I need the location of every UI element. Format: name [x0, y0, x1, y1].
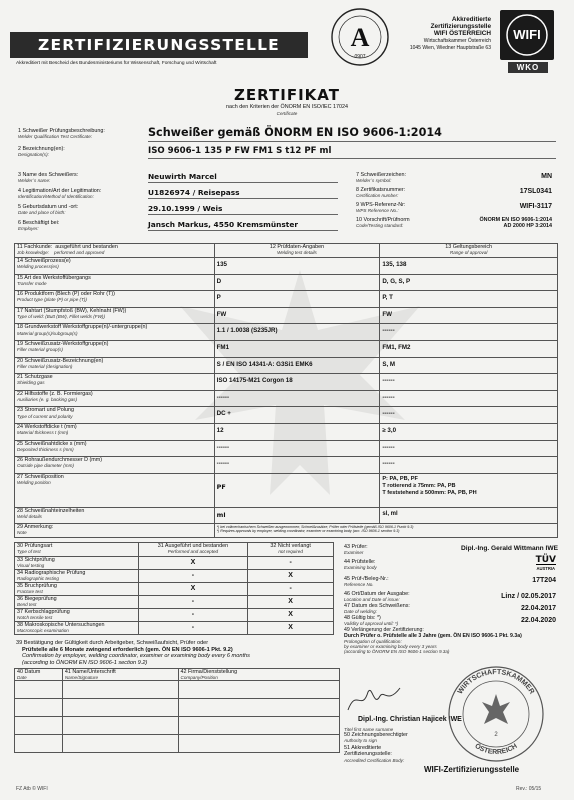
table-row	[15, 274, 558, 291]
table-row-label: 25 Schweißnahtdicke s (mm) Deposited thickness s (mm)	[15, 440, 215, 457]
official-stamp-icon	[446, 664, 546, 764]
table-row	[15, 291, 558, 308]
test-not-required-mark: X	[248, 609, 334, 622]
test-detail-value: S / EN ISO 14341-A: G3Si1 EMK6	[214, 357, 380, 374]
table-row	[15, 258, 558, 275]
table-row-label: 21 Schutzgase Shielding gas	[15, 374, 215, 391]
signer-block: Dipl.-Ing. Christian Hajicek IWE Titel first name surname 50 Zeichnungsberechtigter Authority to sign 51 Akkreditierte Zertifizierungsstelle: Accredited Certification Body:	[344, 716, 462, 763]
wifi-logo: WIFI	[500, 10, 554, 60]
table-row-label: 20 Schweißzusatz-Bezeichnung(en) Filler material (designation)	[15, 357, 215, 374]
test-detail-value: DC +	[214, 407, 380, 424]
table-row-label: 16 Produktform (Blech (P) oder Rohr (T)) Product type (plate (P) or pipe (T))	[15, 291, 215, 308]
table-row	[15, 307, 558, 324]
test-row: 35 Bruchprüfung Fracture test X -	[15, 583, 334, 596]
accredited-body-value: WIFI-Zertifizierungsstelle	[424, 765, 520, 774]
certificate-subtitle-en: Certificate	[276, 111, 298, 116]
table-row	[15, 440, 558, 457]
footer-left: FZ Atb © WIFI	[16, 786, 48, 792]
test-detail-value: D	[214, 274, 380, 291]
test-not-required-mark: -	[248, 557, 334, 570]
confirmation-table: 40 Datum Date 41 Name/Unterschrift Name/Signature 42 Firma/Dienststellung Company/Position	[14, 668, 340, 753]
approval-range-value: FW	[380, 307, 558, 324]
test-detail-value: 12	[214, 423, 380, 440]
table-row	[15, 324, 558, 341]
approval-range-value: FM1, FM2	[380, 340, 558, 357]
test-row: 34 Radiographische Prüfung Radiographic testing - X	[15, 570, 334, 583]
test-not-required-mark: X	[248, 596, 334, 609]
svg-text:0907: 0907	[354, 54, 366, 60]
table-row-label: 27 Schweißposition Welding position	[15, 473, 215, 507]
approval-range-value: ------	[380, 457, 558, 474]
table-row	[15, 457, 558, 474]
test-row: 38 Makroskopische Untersuchungen Macroscopic examination - X	[15, 622, 334, 635]
approval-range-value: ------	[380, 390, 558, 407]
approval-range-value: ------	[380, 324, 558, 341]
test-row: 36 Biegeprüfung Bend test - X	[15, 596, 334, 609]
test-not-required-mark: X	[248, 570, 334, 583]
welder-info-right: 7 Schweißerzeichen: Welder´s symbol: MN 8 Zertifikatsnummer: Certification number: 17SL0341 9 WPS-Referenz-Nr: WPS Reference No.: WIFI-3117 10 Vorschrift/Prüfnorm Code/Testing standard: ÖNORM EN ISO 9606-1:2014 AD 2000 HP 3:2014	[356, 172, 552, 230]
welder-info-left: 3 Name des Schweißers: Welder´s name: Neuwirth Marcel 4 Legitimation/Art der Legitimation: Identification/Method of Identification: U1826974 / Reisepass 5 Geburtsdatum und -ort: Date and place of birth: 29.10.1999 / Weis 6 Beschäftigt bei: Employer: Jansch Markus, 4550 Kremsmünster	[18, 172, 358, 236]
test-performed-mark: -	[138, 622, 248, 635]
stamp-center-text: 2	[494, 732, 498, 738]
table-row-label: 23 Stromart und Polung Type of current and polarity	[15, 407, 215, 424]
svg-text:WIRTSCHAFTSKAMMER	[455, 667, 537, 696]
test-row: 37 Kerbschlagprüfung Notch tensile test - X	[15, 609, 334, 622]
test-performed-mark: -	[138, 570, 248, 583]
approval-range-value: ------	[380, 374, 558, 391]
wko-logo: WKO	[508, 62, 548, 73]
table-row	[15, 357, 558, 374]
test-row: 33 Sichtprüfung Visual testing X -	[15, 557, 334, 570]
test-performed-mark: -	[138, 609, 248, 622]
footer-right: Rev.: 05/15	[516, 786, 542, 792]
accreditation-note: Akkreditiert mit Bescheid des Bundesministeriums für Wissenschaft, Forschung und Wirtschaft	[16, 61, 217, 66]
field-1-value: Schweißer gemäß ÖNORM EN ISO 9606-1:2014	[148, 126, 442, 139]
table-row-label: 15 Art des Werkstoffübergangs Transfer mode	[15, 274, 215, 291]
issuer-address: Akkreditierte Zertifizierungsstelle WIFI ÖSTERREICH Wirtschaftskammer Österreich 1045 Wien, Wiedner Hauptstraße 63	[409, 16, 491, 51]
test-detail-value: ------	[214, 457, 380, 474]
certificate-subtitle: nach den Kriterien der ÖNORM EN ISO/IEC 17024	[226, 104, 348, 110]
approval-range-value: P, T	[380, 291, 558, 308]
test-detail-value: FW	[214, 307, 380, 324]
field-1-label: 1 Schweißer Prüfungsbeschreibung: Welder Qualification Test Certificate:	[18, 128, 105, 140]
approval-range-value: ------	[380, 440, 558, 457]
table-row-label: 18 Grundwerkstoff Werkstoffgruppe(n)/-untergruppe(n) Material group(s)/subgroup(s)	[15, 324, 215, 341]
stamp-top-text: WIRTSCHAFTSKAMMER	[455, 666, 537, 696]
table-row	[15, 374, 558, 391]
field-39-confirmation: 39 Bestätigung der Gültigkeit durch Arbeitgeber, Schweißaufsicht, Prüfer oder Prüfstelle alle 6 Monate zwingend erforderlich (gem. ÖN EN ISO 9606-1 Pkt. 9.2) Confirmation by employer, welding coordinator, examiner or examining body every 6 months (according to ÖNORM EN ISO 9606-1 section 9.2)	[16, 640, 250, 666]
welding-details-table: 11 Fachkunde: ausgeführt und bestanden Job knowledge: performed and approved 12 Prüfdaten-Angaben Welding test details 13 Geltungsbereich Range of approval 14 Schweißprozess(e) Welding process(es) 135 135, 138 15 Art des Werkstoffübergangs Transfer mode D D, G, S, P 16 Produktform (Blech (P) oder Rohr (T)) Product type (plate (P) or pipe (T)) P P, T 17 Nahtart (Stumpfstoß (BW), Kehlnaht (FW)) Type of weld: (Butt (BW), Fillet welds (FW)) FW FW 18 Grundwerkstoff Werkstoffgruppe(n)/-untergruppe(n) Material group(s)/subgroup(s) 1.1 / 1.0038 (S235JR) ------ 19 Schweißzusatz-Werkstoffgruppe(n) Filler material group(s) FM1 FM1, FM2 20 Schweißzusatz-Bezeichnung(en) Filler material (designation) S / EN ISO 14341-A: G3Si1 EMK6 S, M 21 Schutzgase Shielding gas ISO 14175-M21 Corgon 18 ------ 22 Hilfsstoffe (z. B. Formiergas) Auxiliaries (e. g. backing gas) ------ ------ 23 Stromart und Polung Type of current and polarity DC + ------ 24 Werkstoffdicke t (mm) Material thickness t (mm) 12 ≥ 3,0 25 Schweißnahtdicke s (mm) Deposited thickness s (mm) ------ ------ 26 Rohraußendurchmesser D (mm) Outside pipe diameter (mm) ------ ------ 27 Schweißposition Welding position PF P: PA, PB, PF T rotierend ≥ 75mm: PA, PB T feststehend ≥ 500mm: PA, PB, PH 28 Schweißnahteinzelheiten Weld details ml sl, ml 29 Anmerkung: Note *) bei vollmechanischem Schweißen ausgenommen; Schweißzusätze, Prüfer oder Prüfstelle (gemäß ISO 9606-1 Punkt 9.3) *) Requires approvals by employer, welding coordinator, examiner or examining body (acc. ISO 9606-1 section 9.3)	[14, 243, 558, 538]
test-detail-value: ------	[214, 390, 380, 407]
approval-range-value: S, M	[380, 357, 558, 374]
test-not-required-mark: X	[248, 622, 334, 635]
test-detail-value: 135	[214, 258, 380, 275]
test-detail-value: P	[214, 291, 380, 308]
test-detail-value: ------	[214, 440, 380, 457]
test-detail-value: 1.1 / 1.0038 (S235JR)	[214, 324, 380, 341]
table-row-label: 14 Schweißprozess(e) Welding process(es)	[15, 258, 215, 275]
test-performed-mark: -	[138, 596, 248, 609]
accreditation-seal-icon	[322, 6, 398, 68]
table-row	[15, 340, 558, 357]
test-detail-value: ISO 14175-M21 Corgon 18	[214, 374, 380, 391]
test-performed-mark: X	[138, 557, 248, 570]
table-row	[15, 423, 558, 440]
tests-table: 30 Prüfungsart Type of test 31 Ausgeführt und bestanden Performed and accepted 32 Nicht verlangt not required 33 Sichtprüfung Visual testing X - 34 Radiographische Prüfung Radiographic testing - X 35 Bruchprüfung Fracture test X - 36 Biegeprüfung Bend test - X 37 Kerbschlagprüfung Notch tensile test - X 38 Makroskopische Untersuchungen Macroscopic examination - X	[14, 542, 334, 635]
stamp-bottom-text: ÖSTERREICH	[473, 742, 519, 757]
approval-range-value: D, G, S, P	[380, 274, 558, 291]
signature-icon	[344, 682, 404, 716]
field-2-label: 2 Bezeichnung(en): Designation(s):	[18, 146, 65, 158]
approval-range-value: ≥ 3,0	[380, 423, 558, 440]
page-header-title: ZERTIFIZIERUNGSSTELLE	[10, 32, 308, 58]
approval-range-value: ------	[380, 407, 558, 424]
test-detail-value: FM1	[214, 340, 380, 357]
table-row-label: 19 Schweißzusatz-Werkstoffgruppe(n) Filler material group(s)	[15, 340, 215, 357]
table-row-label: 24 Werkstoffdicke t (mm) Material thickness t (mm)	[15, 423, 215, 440]
table-row	[15, 407, 558, 424]
table-row-label: 17 Nahtart (Stumpfstoß (BW), Kehlnaht (FW)) Type of weld: (Butt (BW), Fillet welds (FW))	[15, 307, 215, 324]
table-row-label: 26 Rohraußendurchmesser D (mm) Outside pipe diameter (mm)	[15, 457, 215, 474]
table-row-label: 22 Hilfsstoffe (z. B. Formiergas) Auxiliaries (e. g. backing gas)	[15, 390, 215, 407]
table-row	[15, 390, 558, 407]
approval-range-value: 135, 138	[380, 258, 558, 275]
examiner-block: 43 Prüfer: Examiner Dipl.-Ing. Gerald Wittmann IWE 44 Prüfstelle: Examining body TÜV AUSTRIA 45 Prüf-/Beleg-Nr.: Reference No. 17T204 46 Ort/Datum der Ausgabe: Location and Date of issue: Linz / 02.05.2017 47 Datum des Schweißens: Date of welding: 22.04.2017 48 Gültig bis: *) Validity of approval until: *) 22.04.2020 49 Verlängerung der Zertifizierung: Durch Prüfer o. Prüfstelle alle 3 Jahre (gem. ÖN EN ISO 9606-1 Pkt. 9.3a) Prolongation of qualification: by examiner or examining body every 3 years (according to ÖNORM EN ISO 9606-1 section 9.3a)	[344, 544, 558, 654]
test-performed-mark: X	[138, 583, 248, 596]
test-not-required-mark: -	[248, 583, 334, 596]
svg-text:A: A	[350, 23, 370, 52]
field-2-value: ISO 9606-1 135 P FW FM1 S t12 PF ml	[148, 146, 332, 156]
certificate-title: ZERTIFIKAT	[234, 86, 340, 104]
